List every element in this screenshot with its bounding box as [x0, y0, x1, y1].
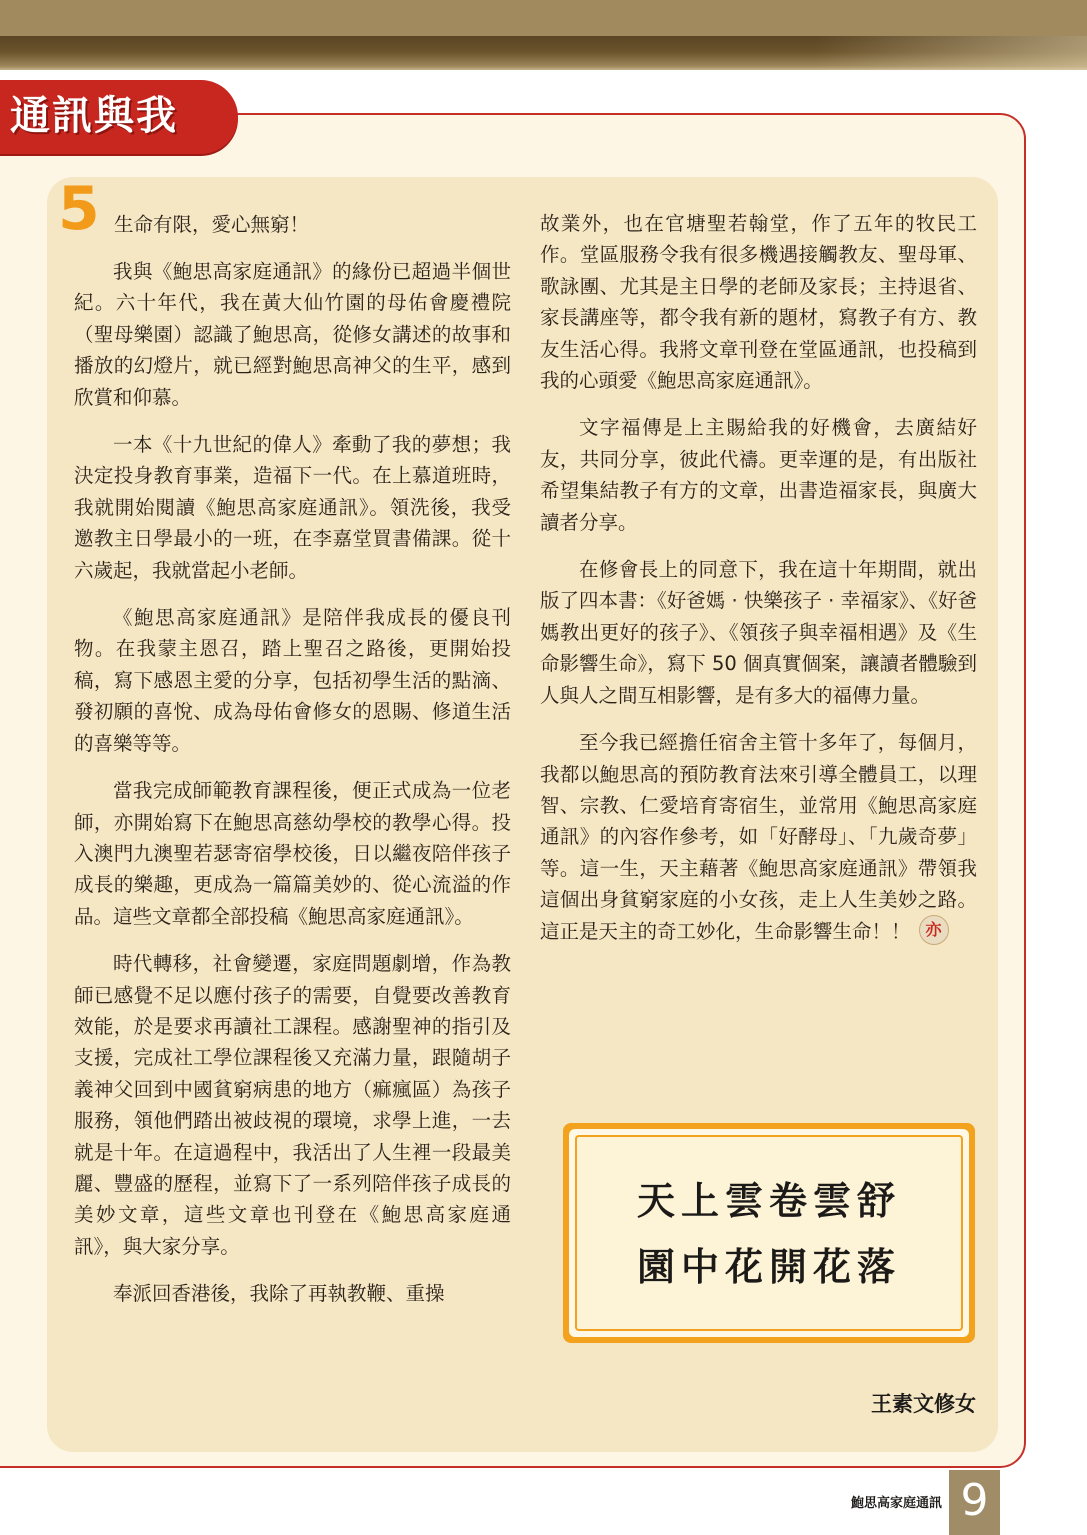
paragraph-last	[540, 727, 977, 947]
paragraph: 我與《鮑思高家庭通訊》的緣份已超過半個世紀。六十年代，我在黃大仙竹園的母佑會慶禮院（聖母樂園）認識了鮑思高，從修女講述的故事和播放的幻燈片，就已經對鮑思高神父的生平，感到欣賞和仰慕。	[74, 260, 511, 409]
paragraph: 在修會長上的同意下，我在這十年期間，就出版了四本書：《好爸媽 · 快樂孩子 · 幸福家》、《好爸媽教出更好的孩子》、《領孩子與幸福相遇》及《生命影響生命》，寫下 50 個真實個案，讓讀者體驗到人與人之間互相影響，是有多大的福傳力量。	[540, 558, 977, 707]
quote-box	[563, 1123, 975, 1343]
end-mark-logo-icon	[919, 915, 949, 945]
footer-publication: 鮑思高家庭通訊	[850, 1496, 942, 1511]
quote-line-2: 園中花開花落	[636, 1244, 901, 1289]
paragraph: 一本《十九世紀的偉人》牽動了我的夢想；我決定投身教育事業，造福下一代。在上慕道班時，我就開始閱讀《鮑思高家庭通訊》。領洗後，我受邀教主日學最小的一班，在李嘉堂買書備課。從十六歲起，我就當起小老師。	[74, 433, 511, 582]
article-column-right	[540, 208, 977, 963]
quote-box-border	[575, 1135, 963, 1331]
page-number: 9	[960, 1475, 989, 1526]
article-column-left	[74, 256, 511, 1326]
paragraph: 奉派回香港後，我除了再執教鞭、重操	[113, 1282, 445, 1306]
header-band-fade	[0, 36, 1087, 70]
paragraph: 故業外，也在官塘聖若翰堂，作了五年的牧民工作。堂區服務令我有很多機遇接觸教友、聖母軍、歌詠團、尤其是主日學的老師及家長；主持退省、家長講座等，都令我有新的題材，寫教子有方、教友生活心得。我將文章刊登在堂區通訊，也投稿到我的心頭愛《鮑思高家庭通訊》。	[540, 212, 977, 393]
paragraph: 《鮑思高家庭通訊》是陪伴我成長的優良刊物。在我蒙主恩召，踏上聖召之路後，更開始投稿，寫下感恩主愛的分享，包括初學生活的點滴、發初願的喜悅、成為母佑會修女的恩賜、修道生活的喜樂等等。	[74, 606, 511, 755]
article-subtitle: 生命有限，愛心無窮！	[114, 213, 310, 236]
logo-glyph: 亦	[925, 920, 942, 940]
paragraph: 當我完成師範教育課程後，便正式成為一位老師，亦開始寫下在鮑思高慈幼學校的教學心得。投入澳門九澳聖若瑟寄宿學校後，日以繼夜陪伴孩子成長的樂趣，更成為一篇篇美妙的、從心流溢的作品。這些文章都全部投稿《鮑思高家庭通訊》。	[74, 779, 511, 928]
paragraph-text: 至今我已經擔任宿舍主管十多年了，每個月，我都以鮑思高的預防教育法來引導全體員工，以理智、宗教、仁愛培育寄宿生，並常用《鮑思高家庭通訊》的內容作參考，如「好酵母」、「九歲奇夢」等。這一生，天主藉著《鮑思高家庭通訊》帶領我這個出身貧窮家庭的小女孩，走上人生美妙之路。這正是天主的奇工妙化，生命影響生命！！	[540, 731, 977, 943]
section-title: 通訊與我	[10, 93, 178, 139]
paragraph: 時代轉移，社會變遷，家庭問題劇增，作為教師已感覺不足以應付孩子的需要，自覺要改善教育效能，於是要求再讀社工課程。感謝聖神的指引及支援，完成社工學位課程後又充滿力量，跟隨胡子義神父回到中國貧窮病患的地方（痲瘋區）為孩子服務，領他們踏出被歧視的環境，求學上進，一去就是十年。在這過程中，我活出了人生裡一段最美麗、豐盛的歷程，並寫下了一系列陪伴孩子成長的美妙文章，這些文章也刊登在《鮑思高家庭通訊》，與大家分享。	[74, 952, 511, 1258]
quote-line-1: 天上雲卷雲舒	[636, 1178, 901, 1223]
article-number: 5	[58, 174, 100, 244]
paragraph: 文字福傳是上主賜給我的好機會，去廣結好友，共同分享，彼此代禱。更幸運的是，有出版社希望集結教子有方的文章，出書造福家長，與廣大讀者分享。	[540, 416, 977, 534]
author-name: 王素文修女	[871, 1392, 976, 1416]
